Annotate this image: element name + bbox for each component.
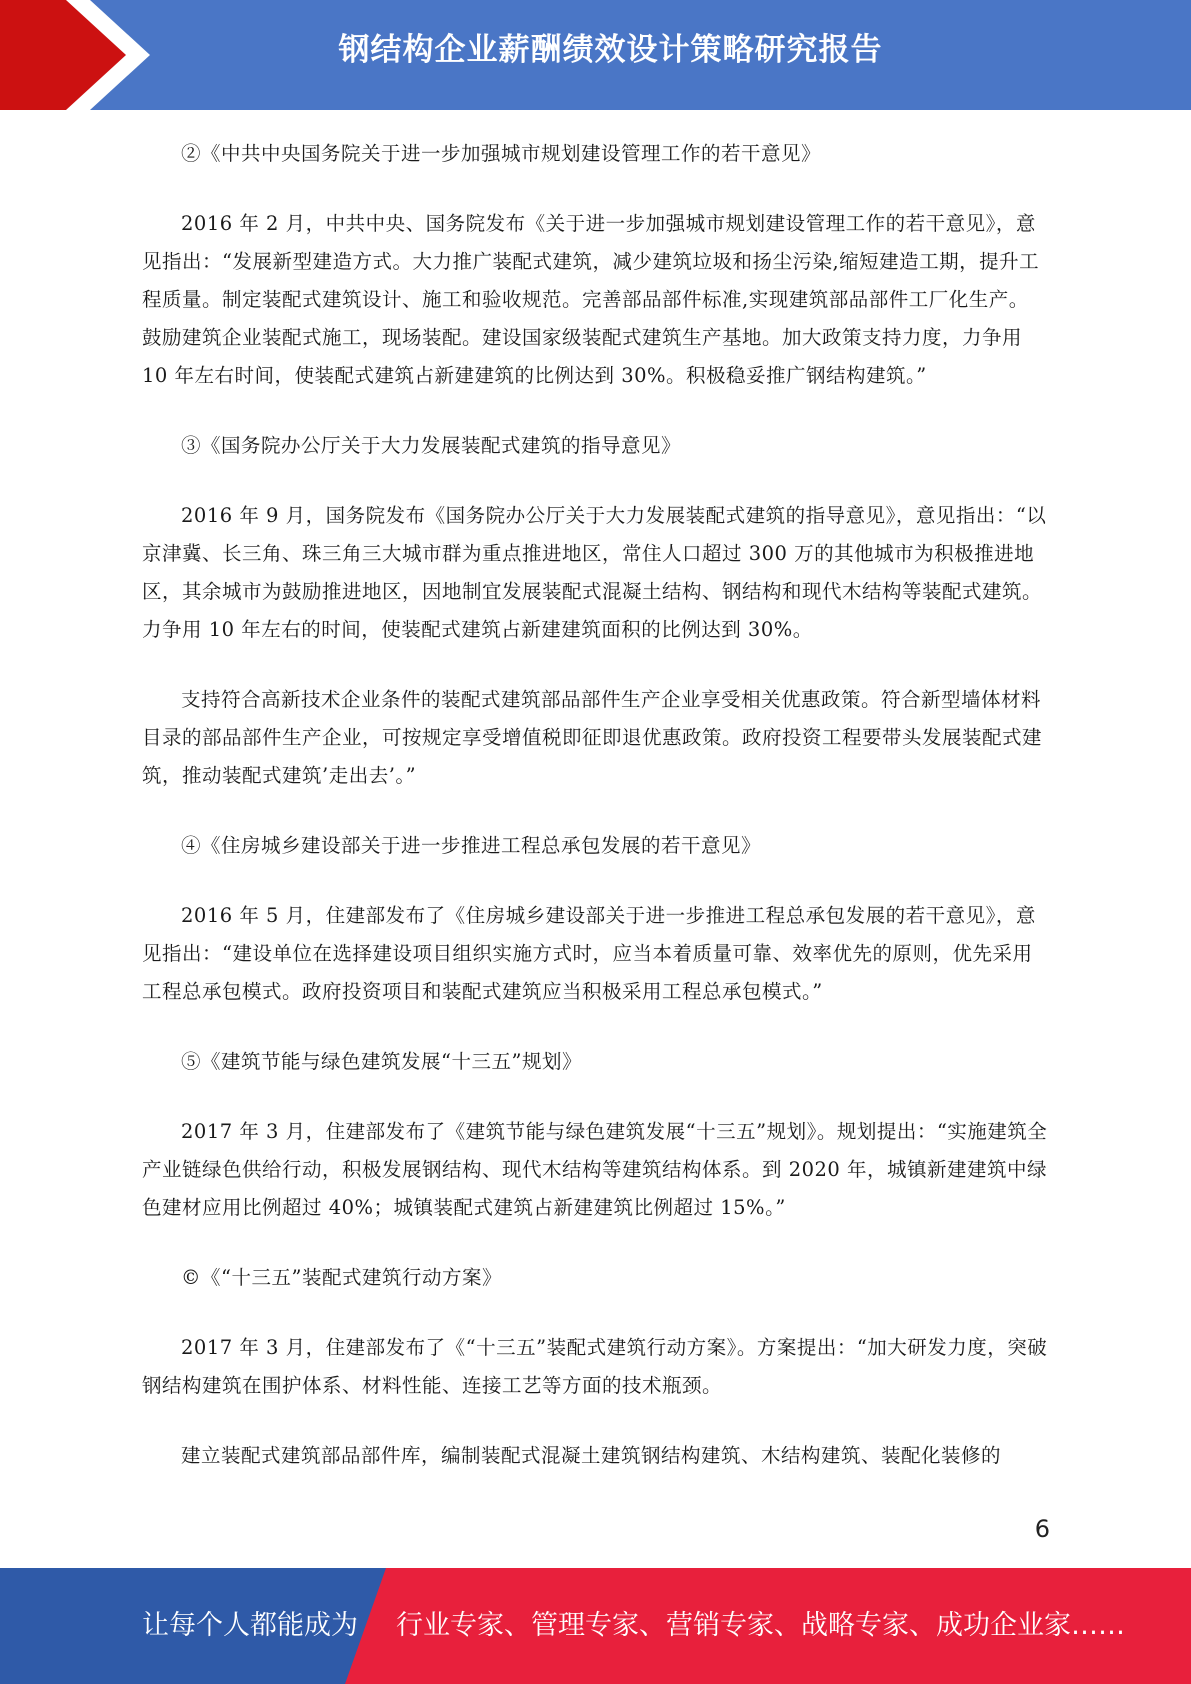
paragraph-component-library: 建立装配式建筑部品部件库，编制装配式混凝土建筑钢结构建筑、木结构建筑、装配化装修的 xyxy=(181,1444,1002,1467)
paragraph-2017-03-plan: 2017 年 3 月，住建部发布了《建筑节能与绿色建筑发展“十三五”规划》。规划提出：“实施建筑全产业链绿色供给行动，积极发展钢结构、现代木结构等建筑结构体系。到 2020 年，城镇新建建筑中绿色建材应用比例超过 40%；城镇装配式建筑占新建建筑比例超过 15%。” xyxy=(142,1120,1048,1219)
section-heading-4: ④《住房城乡建设部关于进一步推进工程总承包发展的若干意见》 xyxy=(181,834,762,857)
paragraph-2017-03-action: 2017 年 3 月，住建部发布了《“十三五”装配式建筑行动方案》。方案提出：“加大研发力度，突破钢结构建筑在围护体系、材料性能、连接工艺等方面的技术瓶颈。 xyxy=(142,1336,1048,1397)
page-footer xyxy=(0,1568,1191,1684)
paragraph-2016-05: 2016 年 5 月，住建部发布了《住房城乡建设部关于进一步推进工程总承包发展的若干意见》，意见指出：“建设单位在选择建设项目组织实施方式时，应当本着质量可靠、效率优先的原则，优先采用工程总承包模式。政府投资项目和装配式建筑应当积极采用工程总承包模式。” xyxy=(142,904,1036,1003)
paragraph-2016-09: 2016 年 9 月，国务院发布《国务院办公厅关于大力发展装配式建筑的指导意见》，意见指出：“以京津冀、长三角、珠三角三大城市群为重点推进地区，常住人口超过 300 万的其他城市为积极推进地区，其余城市为鼓励推进地区，因地制宜发展装配式混凝土结构、钢结构和现代木结构等装配式建筑。力争用 10 年左右的时间，使装配式建筑占新建建筑面积的比例达到 30%。 xyxy=(142,504,1047,641)
paragraph-support-policy: 支持符合高新技术企业条件的装配式建筑部品部件生产企业享受相关优惠政策。符合新型墙体材料目录的部品部件生产企业，可按规定享受增值税即征即退优惠政策。政府投资工程要带头发展装配式建筑，推动装配式建筑’走出去’。” xyxy=(142,688,1043,787)
document-body xyxy=(142,135,1048,1475)
section-heading-5: ⑤《建筑节能与绿色建筑发展“十三五”规划》 xyxy=(181,1050,582,1073)
footer-slogan-left: 让每个人都能成为 xyxy=(142,1610,358,1641)
page-header xyxy=(0,0,1191,110)
paragraph-2016-02: 2016 年 2 月，中共中央、国务院发布《关于进一步加强城市规划建设管理工作的若干意见》，意见指出：“发展新型建造方式。大力推广装配式建筑，减少建筑垃圾和扬尘污染,缩短建造工期，提升工程质量。制定装配式建筑设计、施工和验收规范。完善部品部件标准,实现建筑部品部件工厂化生产。鼓励建筑企业装配式施工，现场装配。建设国家级装配式建筑生产基地。加大政策支持力度，力争用 10 年左右时间，使装配式建筑占新建建筑的比例达到 30%。积极稳妥推广钢结构建筑。” xyxy=(142,212,1040,387)
footer-slogan-right: 行业专家、管理专家、营销专家、战略专家、成功企业家…… xyxy=(396,1610,1125,1641)
report-title: 钢结构企业薪酬绩效设计策略研究报告 xyxy=(338,32,883,68)
section-heading-6: ©《“十三五”装配式建筑行动方案》 xyxy=(181,1266,502,1289)
section-heading-3: ③《国务院办公厅关于大力发展装配式建筑的指导意见》 xyxy=(181,434,682,457)
section-heading-2: ②《中共中央国务院关于进一步加强城市规划建设管理工作的若干意见》 xyxy=(181,142,822,165)
page-number: 6 xyxy=(1034,1515,1050,1543)
